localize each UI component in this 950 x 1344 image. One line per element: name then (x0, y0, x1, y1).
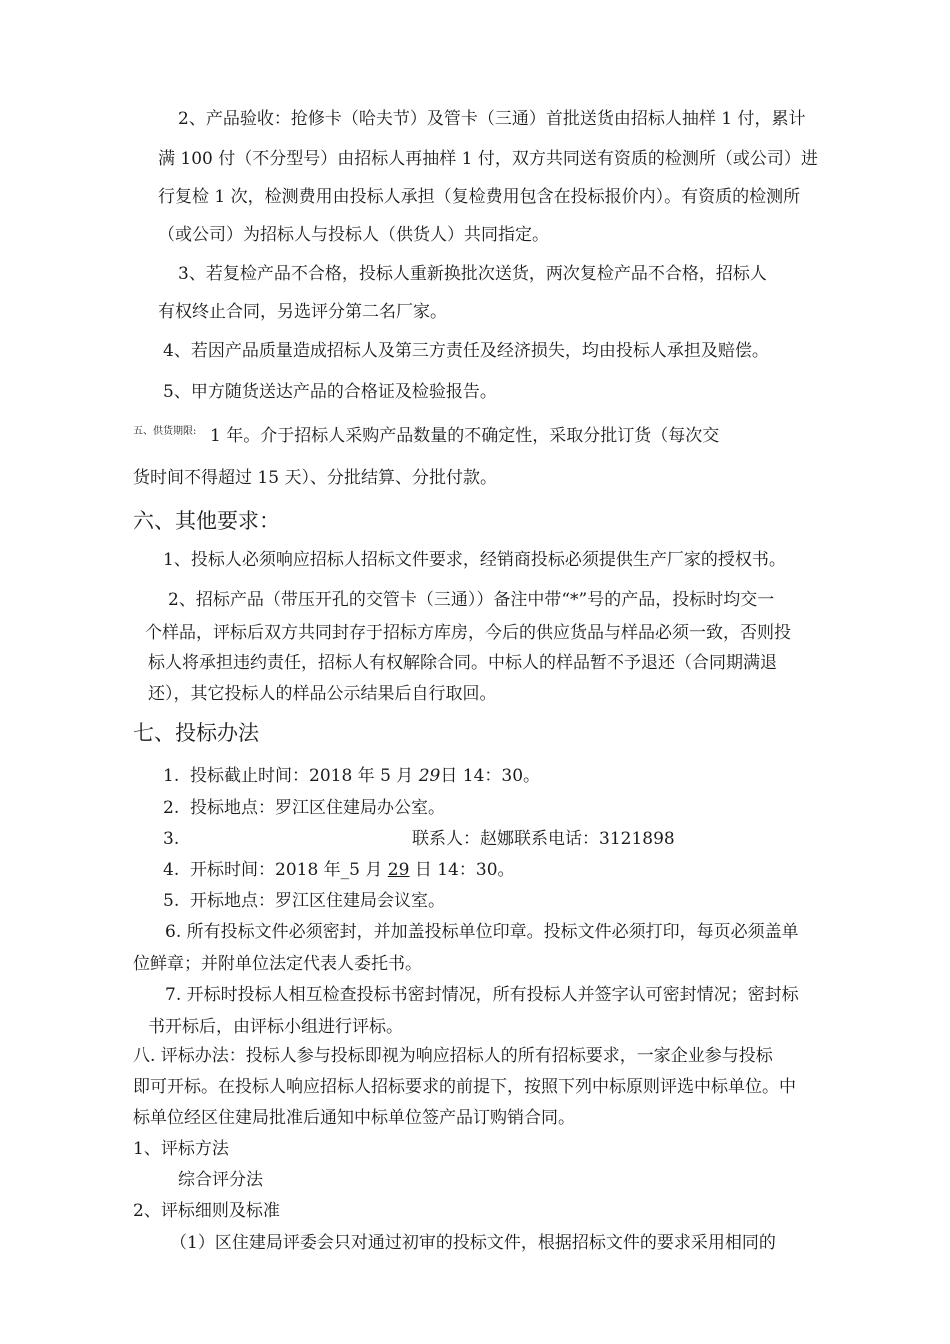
bid-contact: 联系人：赵娜联系电话：3121898 (412, 829, 675, 849)
evaluation-method-value: 综合评分法 (178, 1170, 263, 1190)
bid-item-3-number: 3. (163, 829, 180, 849)
evaluation-line-2: 即可开标。在投标人响应招标人招标要求的前提下，按照下列中标原则评选中标单位。中 (133, 1077, 796, 1097)
supply-period-line-2: 货时间不得超过 15 天）、分批结算、分批付款。 (133, 468, 497, 488)
other-req-2-line-3: 标人将承担违约责任，招标人有权解除合同。中标人的样品暂不予退还（合同期满退 (148, 653, 777, 673)
bid-item-5-number: 5. (163, 891, 180, 911)
opening-day: 29 (387, 860, 410, 880)
section-7-heading: 七、投标办法 (133, 721, 259, 745)
opening-location: 开标地点：罗江区住建局会议室。 (190, 891, 445, 911)
evaluation-line-3: 标单位经区住建局批准后通知中标单位签产品订购销合同。 (133, 1108, 575, 1128)
opening-time: 开标时间：2018 年_5 月 29 日 14：30。 (190, 860, 515, 880)
bid-deadline: 投标截止时间：2018 年 5 月 29日 14：30。 (190, 766, 541, 786)
bid-location: 投标地点：罗江区住建局办公室。 (190, 798, 445, 818)
evaluation-rule-1: （1）区住建局评委会只对通过初审的投标文件，根据招标文件的要求采用相同的 (170, 1233, 776, 1253)
evaluation-line-1: 八. 评标办法：投标人参与投标即视为响应招标人的所有招标要求，一家企业参与投标 (133, 1046, 773, 1066)
supply-period-label: 五、供货期限: (133, 426, 197, 437)
other-req-2-line-4: 还），其它投标人的样品公示结果后自行取回。 (148, 684, 497, 704)
acceptance-line-4: （或公司）为招标人与投标人（供货人）共同指定。 (158, 225, 549, 245)
bid-item-2-number: 2. (163, 798, 180, 818)
bid-item-1-number: 1. (163, 766, 180, 786)
evaluation-rules-heading: 2、评标细则及标准 (133, 1201, 280, 1221)
recheck-line-2: 有权终止合同，另选评分第二名厂家。 (158, 302, 447, 322)
sealing-line-1: 6. 所有投标文件必须密封，并加盖投标单位印章。投标文件必须打印，每页必须盖单 (165, 922, 799, 942)
bid-item-4-number: 4. (163, 860, 180, 880)
liability-line: 4、若因产品质量造成招标人及第三方责任及经济损失，均由投标人承担及赔偿。 (163, 341, 769, 361)
sealing-line-2: 位鲜章；并附单位法定代表人委托书。 (133, 954, 422, 974)
acceptance-line-1: 2、产品验收：抢修卡（哈夫节）及管卡（三通）首批送货由招标人抽样 1 付，累计 (178, 109, 806, 129)
opening-check-line-1: 7. 开标时投标人相互检查投标书密封情况，所有投标人并签字认可密封情况；密封标 (165, 985, 799, 1005)
other-req-2-line-1: 2、招标产品（带压开孔的交管卡（三通））备注中带“*”号的产品，投标时均交一 (168, 590, 775, 610)
supply-period-line-1: 1 年。介于招标人采购产品数量的不确定性，采取分批订货（每次交 (210, 426, 720, 446)
bid-deadline-day: 29 (418, 766, 441, 786)
certificate-line: 5、甲方随货送达产品的合格证及检验报告。 (163, 382, 497, 402)
acceptance-line-2: 满 100 付（不分型号）由招标人再抽样 1 付，双方共同送有资质的检测所（或公司）进 (158, 149, 818, 169)
other-req-1: 1、投标人必须响应招标人招标文件要求，经销商投标必须提供生产厂家的授权书。 (163, 550, 786, 570)
other-req-2-line-2: 个样品，评标后双方共同封存于招标方库房，今后的供应货品与样品必须一致，否则投 (145, 623, 791, 643)
acceptance-line-3: 行复检 1 次，检测费用由投标人承担（复检费用包含在投标报价内）。有资质的检测所 (158, 187, 801, 207)
evaluation-method-heading: 1、评标方法 (133, 1139, 229, 1159)
opening-check-line-2: 书开标后，由评标小组进行评标。 (148, 1017, 403, 1037)
recheck-line-1: 3、若复检产品不合格，投标人重新换批次送货，两次复检产品不合格，招标人 (178, 264, 767, 284)
section-6-heading: 六、其他要求： (133, 509, 280, 533)
